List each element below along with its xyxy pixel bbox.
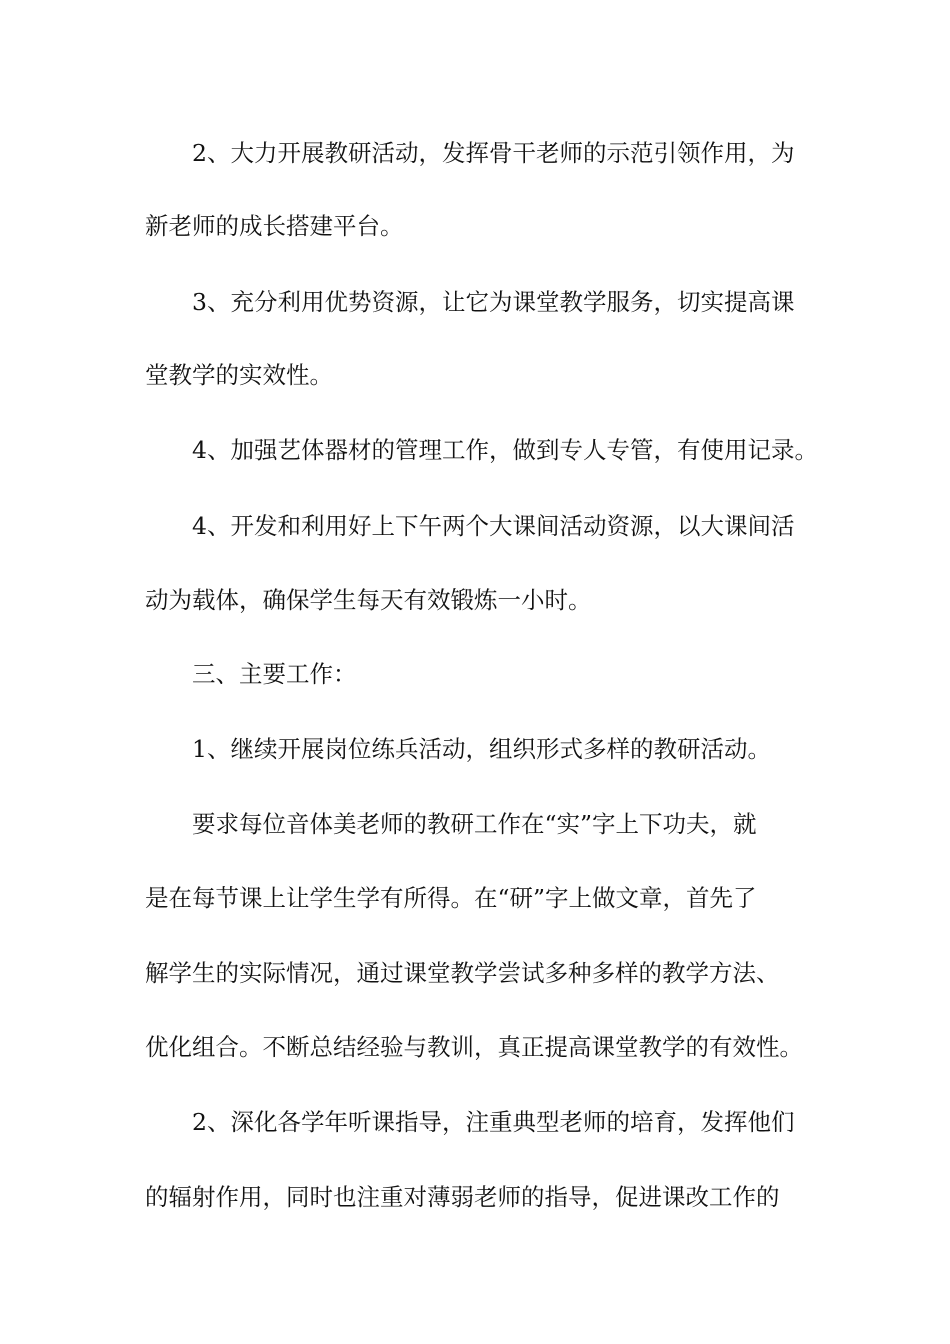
paragraph-line: 是在每节课上让学生学有所得。在“研”字上做文章，首先了 bbox=[145, 884, 757, 912]
paragraph-line: 1、继续开展岗位练兵活动，组织形式多样的教研活动。 bbox=[192, 735, 771, 763]
paragraph-line: 2、大力开展教研活动，发挥骨干老师的示范引领作用，为 bbox=[192, 139, 795, 167]
paragraph-line: 动为载体，确保学生每天有效锻炼一小时。 bbox=[145, 586, 592, 614]
paragraph-line: 解学生的实际情况，通过课堂教学尝试多种多样的教学方法、 bbox=[145, 959, 780, 987]
paragraph-line: 新老师的成长搭建平台。 bbox=[145, 212, 404, 240]
paragraph-line: 4、加强艺体器材的管理工作，做到专人专管，有使用记录。 bbox=[192, 436, 818, 464]
paragraph-line: 2、深化各学年听课指导，注重典型老师的培育，发挥他们 bbox=[192, 1108, 795, 1136]
paragraph-line: 要求每位音体美老师的教研工作在“实”字上下功夫，就 bbox=[192, 810, 757, 838]
paragraph-line: 优化组合。不断总结经验与教训，真正提高课堂教学的有效性。 bbox=[145, 1033, 803, 1061]
section-heading: 三、主要工作： bbox=[192, 660, 357, 688]
paragraph-line: 堂教学的实效性。 bbox=[145, 361, 333, 389]
paragraph-line: 3、充分利用优势资源，让它为课堂教学服务，切实提高课 bbox=[192, 288, 795, 316]
paragraph-line: 的辐射作用，同时也注重对薄弱老师的指导，促进课改工作的 bbox=[145, 1183, 780, 1211]
paragraph-line: 4、开发和利用好上下午两个大课间活动资源，以大课间活 bbox=[192, 512, 795, 540]
